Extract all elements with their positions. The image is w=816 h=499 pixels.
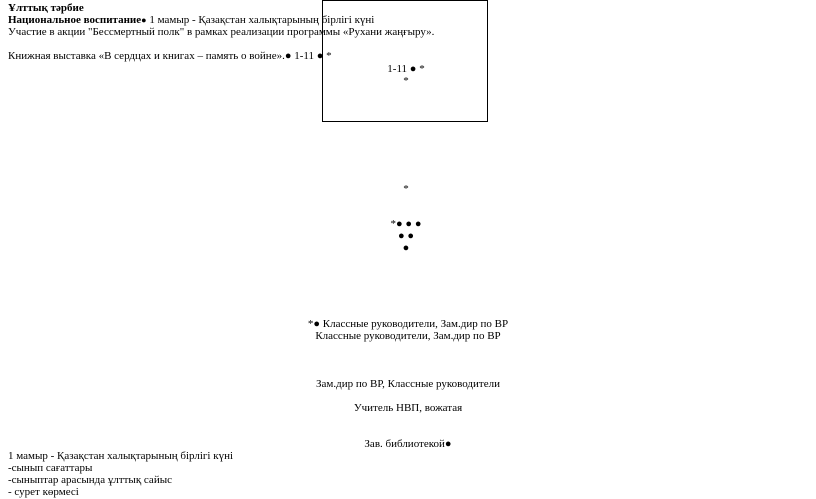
bullet-icon: ● xyxy=(141,15,147,25)
responsible-1: *● Классные руководители, Зам.дир по ВР xyxy=(307,318,509,330)
mid-star: * xyxy=(403,183,409,195)
national-education-rest: 1 мамыр - Қазақстан халықтарының бірлігі күні xyxy=(146,14,375,26)
bottom-line-2: -сынып сағаттары xyxy=(8,462,93,474)
bottom-line-3: -сыныптар арасында ұлттық сайыс xyxy=(8,474,172,486)
responsible-5: Зав. библиотекой● xyxy=(364,438,452,450)
section-heading: Ұлттық тәрбие xyxy=(8,2,84,14)
frame-star: * xyxy=(403,75,409,87)
mid-bullets-row3: ● xyxy=(402,242,410,254)
frame-grade-text: 1-11 ● * xyxy=(387,63,425,75)
bottom-line-4: - сурет көрмесі xyxy=(8,486,79,498)
responsible-3: Зам.дир по ВР, Классные руководители xyxy=(316,378,500,390)
responsible-2: Классные руководители, Зам.дир по ВР xyxy=(315,330,501,342)
line-immortal-regiment: Участие в акции "Бессмертный полк" в рамках реализации программы «Рухани жаңғыру». xyxy=(8,26,435,38)
line-book-exhibition: Книжная выставка «В сердцах и книгах – память о войне».● 1-11 ● * xyxy=(8,50,332,62)
mid-bullets-row2: ● ● xyxy=(397,230,415,242)
national-education-label: Национальное воспитание xyxy=(8,14,142,26)
mid-bullets-row1: *● ● ● xyxy=(390,218,422,230)
responsible-4: Учитель НВП, вожатая xyxy=(353,402,463,414)
bottom-line-1: 1 мамыр - Қазақстан халықтарының бірлігі күні xyxy=(8,450,234,462)
